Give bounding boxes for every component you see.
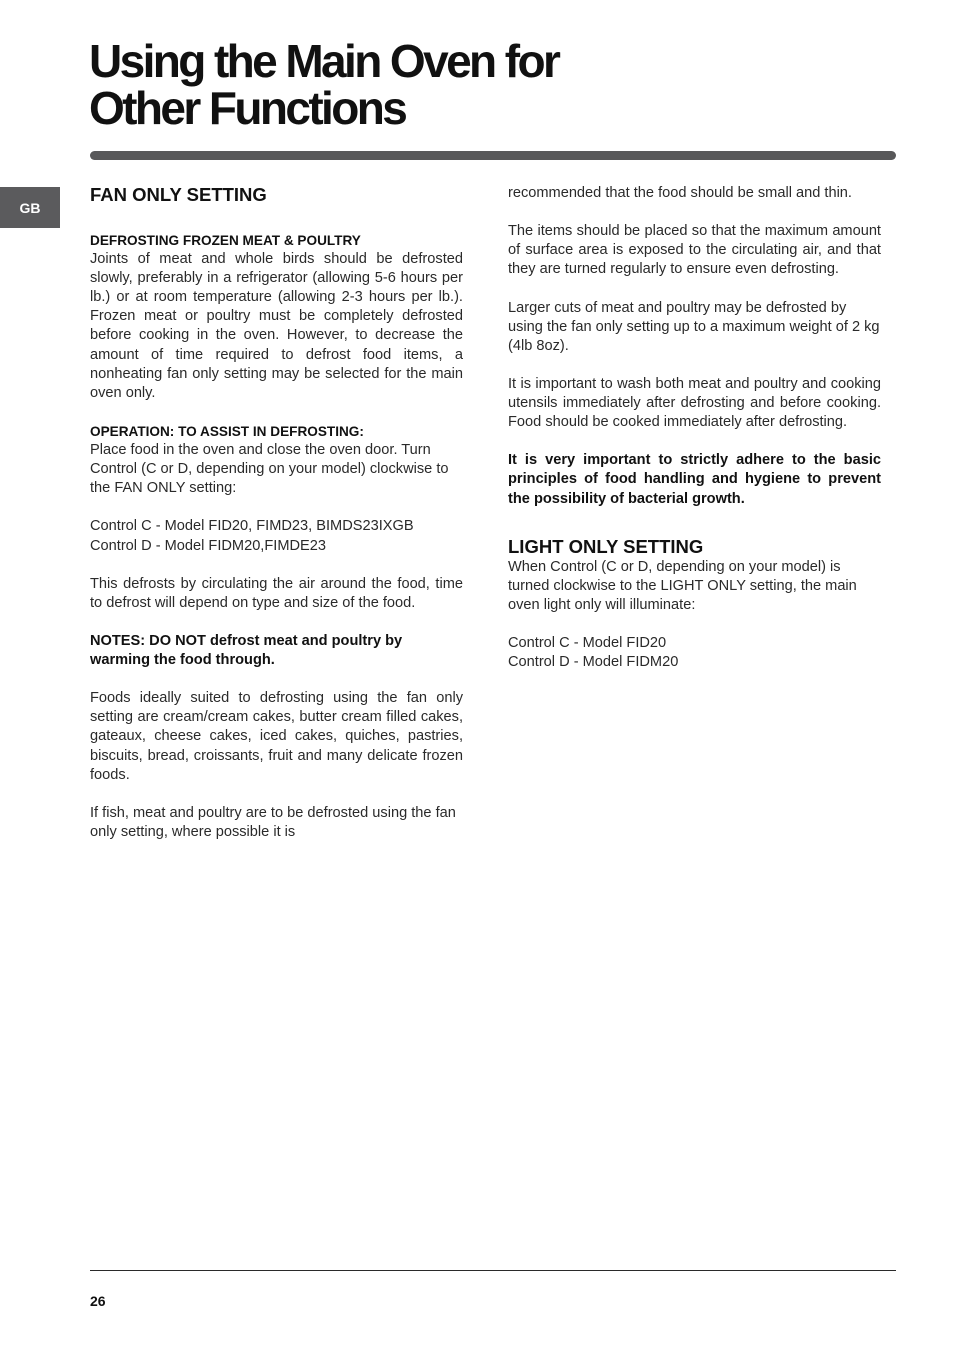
left-column [90,184,463,861]
right-column [508,184,881,691]
page-title-line-2: Other Functions [89,82,406,134]
hygiene-warning: It is very important to strictly adhere to the basic principles of food handling and hygiene to prevent the possibility of bacterial growth. [508,452,881,507]
notes-paragraph: NOTES: DO NOT defrost meat and poultry by warming the food through. [90,632,403,669]
foods-paragraph: Foods ideally suited to defrosting using the fan only setting are cream/cream cakes, butter cream filled cakes, gateaux, cheese cakes, iced cakes, quiches, pastries, biscuits, bread, croissants, fruit and many delicate frozen foods. [90,690,463,783]
defrosting-subheading: DEFROSTING FROZEN MEAT & POULTRY [90,233,361,248]
wash-paragraph: It is important to wash both meat and poultry and cooking utensils immediately after defrosting and before cooking. Food should be cooked immediately after defrosting. [508,375,881,431]
page-number: 26 [90,1293,106,1309]
footer-divider [90,1270,896,1271]
light-control-d-line: Control D - Model FIDM20 [508,654,679,671]
fan-only-heading: FAN ONLY SETTING [90,184,267,205]
circulate-paragraph: This defrosts by circulating the air around the food, time to defrost will depend on type and size of the food. [90,575,463,611]
defrosting-paragraph: Joints of meat and whole birds should be defrosted slowly, preferably in a refrigerator (allowing 5-6 hours per lb.) or at room temperature (allowing 2-3 hours per lb.). Frozen meat or poultry must be completely defrosted before cooking in the oven. However, to decrease the amount of time required to defrost food items, a nonheating fan only setting may be selected for the main oven only. [90,251,463,401]
operation-paragraph: Place food in the oven and close the oven door. Turn Control (C or D, depending on your model) clockwise to the FAN ONLY setting: [90,442,449,497]
light-only-heading: LIGHT ONLY SETTING [508,535,704,557]
page-title [89,35,559,134]
control-c-line: Control C - Model FID20, FIMD23, BIMDS23IXGB [90,518,414,535]
larger-cuts-paragraph: Larger cuts of meat and poultry may be defrosted by using the fan only setting up to a maximum weight of 2 kg (4lb 8oz). [508,299,880,354]
operation-subheading: OPERATION: TO ASSIST IN DEFROSTING: [90,423,364,439]
header-divider [90,151,896,160]
language-tab: GB [0,187,60,228]
fish-paragraph: If fish, meat and poultry are to be defrosted using the fan only setting, where possible it is [90,804,456,840]
items-paragraph: The items should be placed so that the maximum amount of surface area is exposed to the circulating air, and that they are turned regularly to ensure even defrosting. [508,223,881,278]
continued-paragraph: recommended that the food should be small and thin. [508,185,852,201]
light-control-c-line: Control C - Model FID20 [508,635,667,652]
light-only-paragraph: When Control (C or D, depending on your model) is turned clockwise to the LIGHT ONLY setting, the main oven light only will illuminate: [508,558,857,613]
control-d-line: Control D - Model FIDM20,FIMDE23 [90,537,326,554]
page-title-line-1: Using the Main Oven for [89,35,559,87]
